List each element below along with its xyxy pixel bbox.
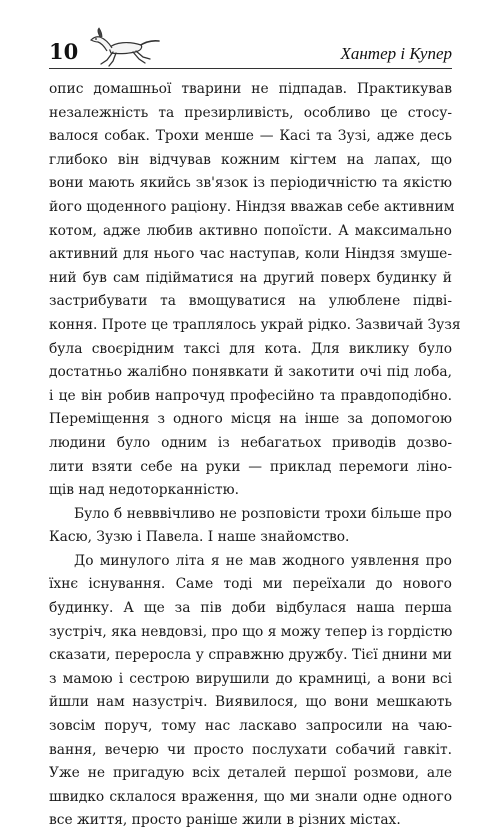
body-text bbox=[49, 78, 461, 833]
text-line: з мамою і сестрою вирушили до крамниці, а вони всі bbox=[49, 670, 452, 687]
text-line: вони мають якийсь зв'язок із періодичністю та якістю bbox=[49, 175, 452, 192]
text-line: До минулого літа я не мав жодного уявлення про bbox=[74, 552, 452, 569]
text-line: лити взяти себе на руки — приклад перемоги ліно- bbox=[49, 458, 452, 475]
text-line: Касю, Зузю і Павела. І наше знайомство. bbox=[49, 529, 350, 546]
text-line: щів над недоторканністю. bbox=[49, 482, 240, 499]
text-line: ний був сам підійматися на другий поверх будинку й bbox=[49, 269, 452, 286]
text-line: незалежність та презирливість, особливо це стосу- bbox=[49, 104, 452, 121]
text-line: його щоденного раціону. Ніндзя вважав себе активним bbox=[49, 198, 455, 215]
text-line: йшли нам назустріч. Виявилося, що вони мешкають bbox=[49, 694, 452, 711]
text-line: опис домашньої тварини не підпадав. Практикував bbox=[49, 81, 452, 97]
text-line: людини було одним із небагатьох приводів дозво- bbox=[49, 434, 452, 451]
text-line: була своєрідним таксі для кота. Для виклику було bbox=[49, 340, 452, 357]
text-line: зустріч, яка невдовзі, про що я можу тепер із гордістю bbox=[49, 623, 453, 640]
text-line: їхнє існування. Саме тоді ми переїхали до нового bbox=[49, 576, 452, 593]
page-header bbox=[0, 0, 502, 70]
text-line: будинку. А ще за пів доби відбулася наша перша bbox=[49, 600, 452, 617]
text-line: застрибувати та вмощуватися на улюблене підві- bbox=[49, 293, 452, 310]
text-line: вання, вечерю чи просто послухати собачий гавкіт. bbox=[49, 741, 452, 758]
text-line: сказати, переросла у справжню дружбу. Тієї днини ми bbox=[49, 647, 452, 664]
text-line: глибоко він відчував кожним кігтем на лапах, що bbox=[49, 151, 452, 168]
text-line: Було б невввічливо не розповісти трохи більше про bbox=[74, 505, 452, 522]
text-line: активний для нього час наступав, коли Ніндзя змуше- bbox=[49, 246, 452, 263]
text-line: коння. Проте це траплялось украй рідко. Зазвичай Зузя bbox=[49, 316, 461, 333]
running-title: Хантер і Купер bbox=[340, 44, 452, 63]
text-line: і це він робив напрочуд професійно та правдоподібно. bbox=[49, 387, 452, 404]
header-rule bbox=[49, 68, 452, 69]
text-line: валося собак. Трохи менше — Касі та Зузі, адже десь bbox=[49, 128, 452, 145]
running-dog-icon bbox=[85, 24, 165, 68]
text-line: Уже не пригадую всіх деталей першої розмови, але bbox=[49, 765, 452, 782]
text-line: котом, адже любив активно попоїсти. А максимально bbox=[49, 222, 452, 239]
text-line: достатньо жалібно понявкати й закотити очі під лоба, bbox=[49, 364, 452, 381]
page-number: 10 bbox=[49, 39, 79, 64]
text-line: Переміщення з одного місця на інше за допомогою bbox=[49, 411, 452, 428]
text-line: зовсім поруч, тому нас ласкаво запросили на чаю- bbox=[49, 718, 452, 735]
text-line: швидко склалося враження, що ми знали одне одного bbox=[49, 788, 452, 805]
text-line: все життя, просто раніше жили в різних містах. bbox=[49, 812, 401, 829]
